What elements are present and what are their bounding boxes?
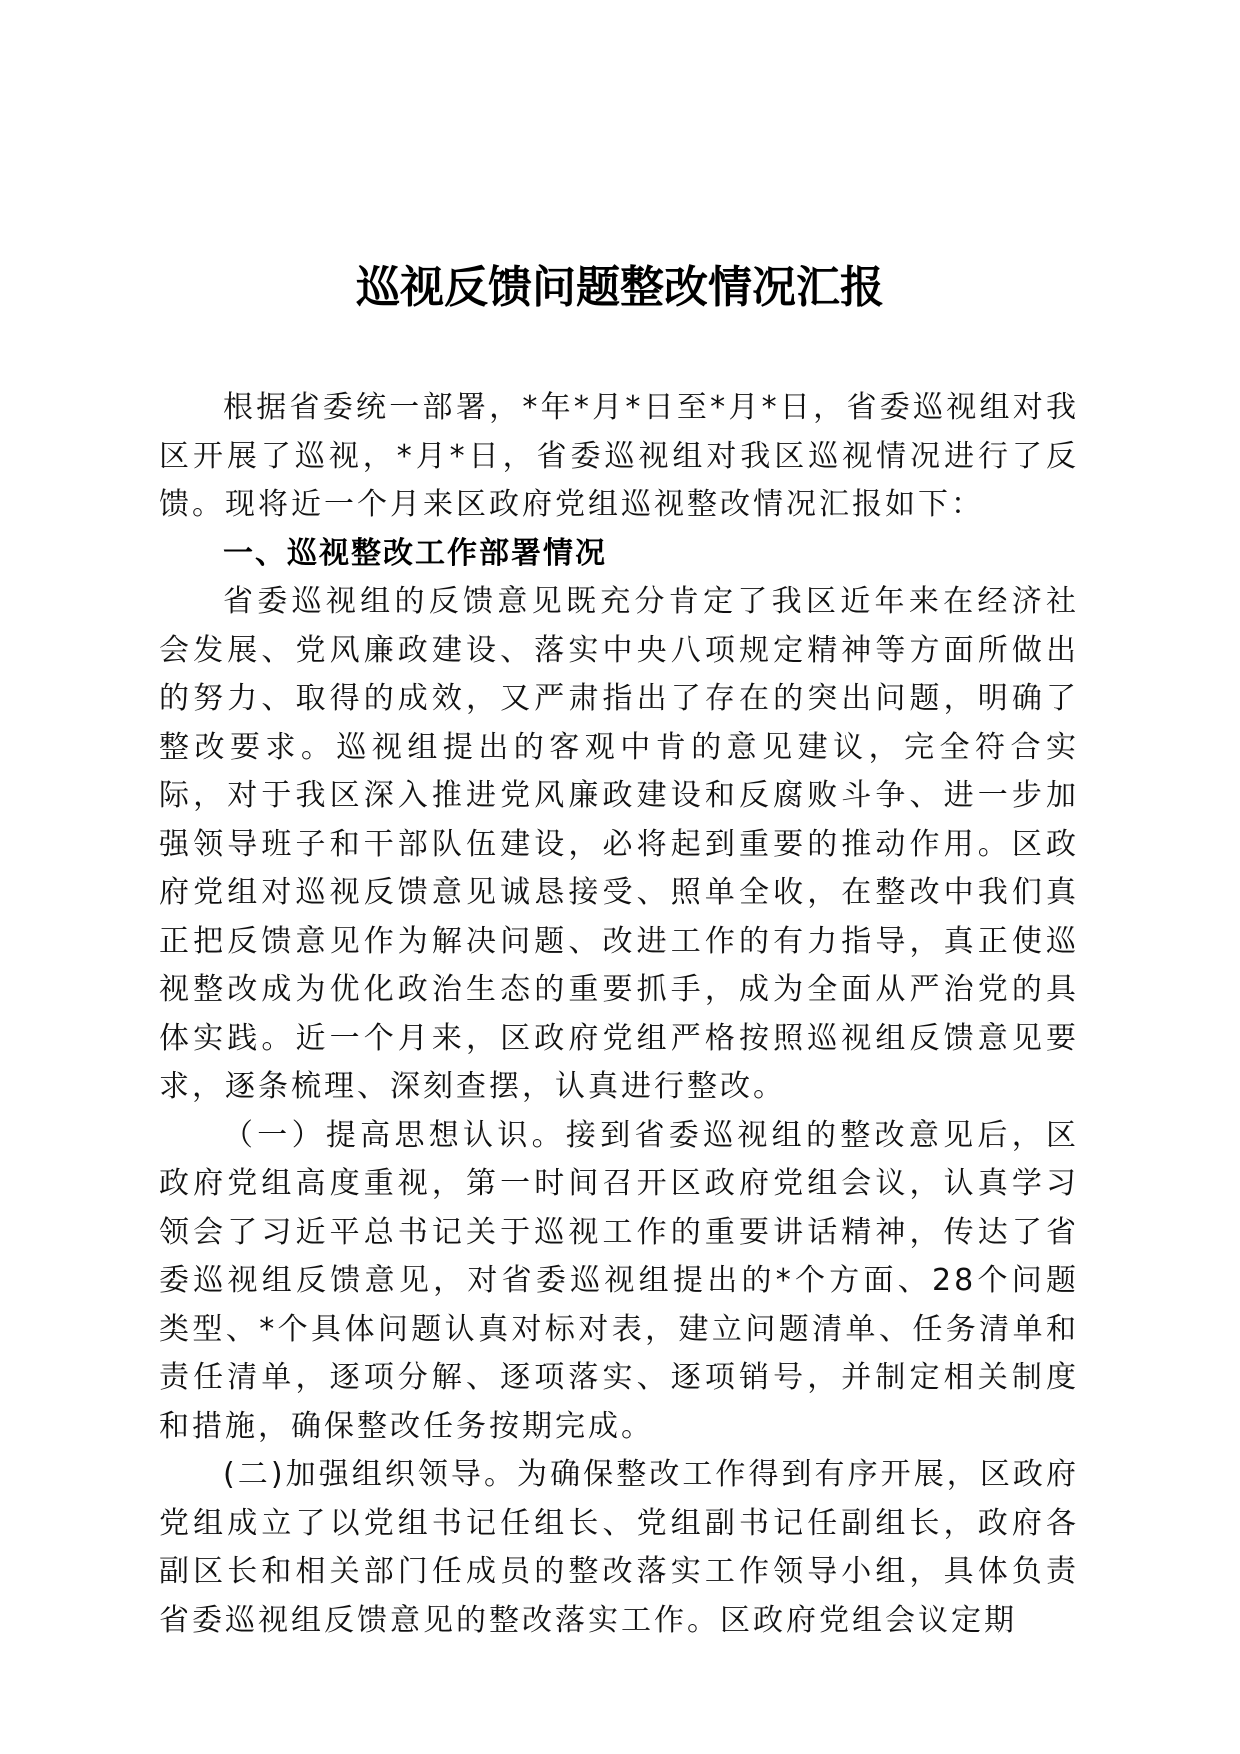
item-paragraph-leadership: (二)加强组织领导。为确保整改工作得到有序开展，区政府党组成立了以党组书记任组长、党组副书记任副组长，政府各副区长和相关部门任成员的整改落实工作领导小组，具体负责省委巡视组反馈意见的整改落实工作。区政府党组会议定期 <box>159 1457 1079 1638</box>
document-body <box>159 384 1079 1645</box>
document-title: 巡视反馈问题整改情况汇报 <box>356 262 884 313</box>
section-heading-deployment: 一、巡视整改工作部署情况 <box>223 535 607 571</box>
intro-paragraph: 根据省委统一部署，*年*月*日至*月*日，省委巡视组对我区开展了巡视，*月*日，省委巡视组对我区巡视情况进行了反馈。现将近一个月来区政府党组巡视整改情况汇报如下： <box>159 390 1079 522</box>
item-paragraph-awareness: （一）提高思想认识。接到省委巡视组的整改意见后，区政府党组高度重视，第一时间召开区政府党组会议，认真学习领会了习近平总书记关于巡视工作的重要讲话精神，传达了省委巡视组反馈意见，对省委巡视组提出的*个方面、28个问题类型、*个具体问题认真对标对表，建立问题清单、任务清单和责任清单，逐项分解、逐项落实、逐项销号，并制定相关制度和措施，确保整改任务按期完成。 <box>159 1117 1079 1444</box>
section-paragraph-deployment: 省委巡视组的反馈意见既充分肯定了我区近年来在经济社会发展、党风廉政建设、落实中央八项规定精神等方面所做出的努力、取得的成效，又严肃指出了存在的突出问题，明确了整改要求。巡视组提出的客观中肯的意见建议，完全符合实际，对于我区深入推进党风廉政建设和反腐败斗争、进一步加强领导班子和干部队伍建设，必将起到重要的推动作用。区政府党组对巡视反馈意见诚恳接受、照单全收，在整改中我们真正把反馈意见作为解决问题、改进工作的有力指导，真正使巡视整改成为优化政治生态的重要抓手，成为全面从严治党的具体实践。近一个月来，区政府党组严格按照巡视组反馈意见要求，逐条梳理、深刻查摆，认真进行整改。 <box>159 584 1079 1104</box>
